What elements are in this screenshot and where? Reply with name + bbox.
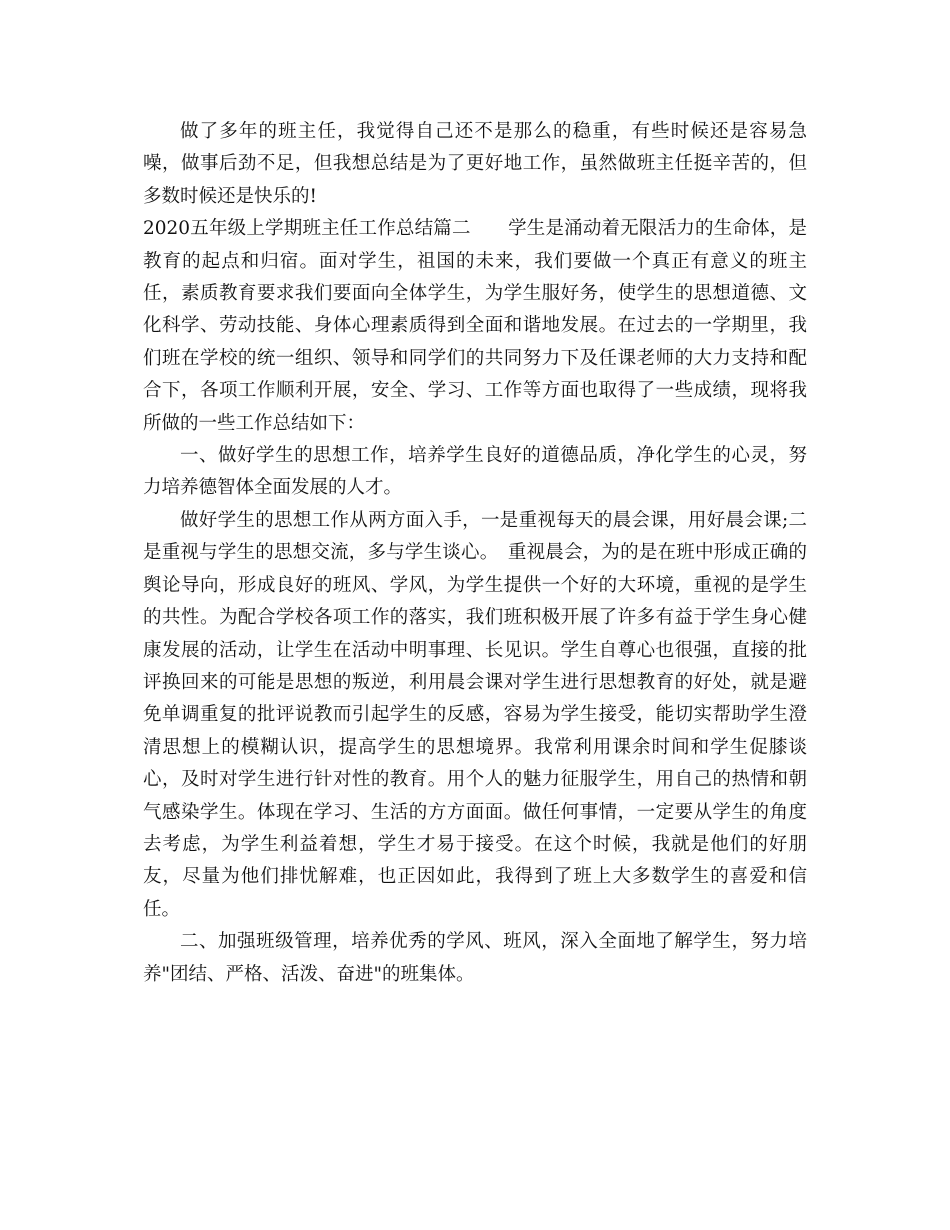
paragraph-point-one-body: 做好学生的思想工作从两方面入手，一是重视每天的晨会课，用好晨会课;二是重视与学生的思想交流，多与学生谈心。 重视晨会，为的是在班中形成正确的舆论导向，形成良好的班风、学风，为学生提供一个好的大环境，重视的是学生的共性。为配合学校各项工作的落实，我们班积极开展了许多有益于学生身心健康发展的活动，让学生在活动中明事理、长见识。学生自尊心也很强，直接的批评换回来的可能是思想的叛逆，利用晨会课对学生进行思想教育的好处，就是避免单调重复的批评说教而引起学生的反感，容易为学生接受，能切实帮助学生澄清思想上的模糊认识，提高学生的思想境界。我常利用课余时间和学生促膝谈心，及时对学生进行针对性的教育。用个人的魅力征服学生，用自己的热情和朝气感染学生。体现在学习、生活的方方面面。做任何事情，一定要从学生的角度去考虑，为学生利益着想，学生才易于接受。在这个时候，我就是他们的好朋友，尽量为他们排忧解难，也正因如此，我得到了班上大多数学生的喜爱和信任。 [143, 509, 807, 920]
document-body [143, 116, 807, 991]
paragraph-point-two-heading: 二、加强班级管理，培养优秀的学风、班风，深入全面地了解学生，努力培养"团结、严格、活泼、奋进"的班集体。 [143, 931, 807, 985]
paragraph-closing-reflection: 做了多年的班主任，我觉得自己还不是那么的稳重，有些时候还是容易急噪，做事后劲不足，但我想总结是为了更好地工作，虽然做班主任挺辛苦的，但多数时候还是快乐的! [143, 121, 807, 207]
paragraph-section-two-intro: 2020五年级上学期班主任工作总结篇二 学生是涌动着无限活力的生命体，是教育的起点和归宿。面对学生，祖国的未来，我们要做一个真正有意义的班主任，素质教育要求我们要面向全体学生，为学生服好务，使学生的思想道德、文化科学、劳动技能、身体心理素质得到全面和谐地发展。在过去的一学期里，我们班在学校的统一组织、领导和同学们的共同努力下及任课老师的大力支持和配合下，各项工作顺利开展，安全、学习、工作等方面也取得了一些成绩，现将我所做的一些工作总结如下： [143, 218, 807, 434]
paragraph-point-one-heading: 一、做好学生的思想工作，培养学生良好的道德品质，净化学生的心灵，努力培养德智体全面发展的人才。 [143, 445, 807, 499]
